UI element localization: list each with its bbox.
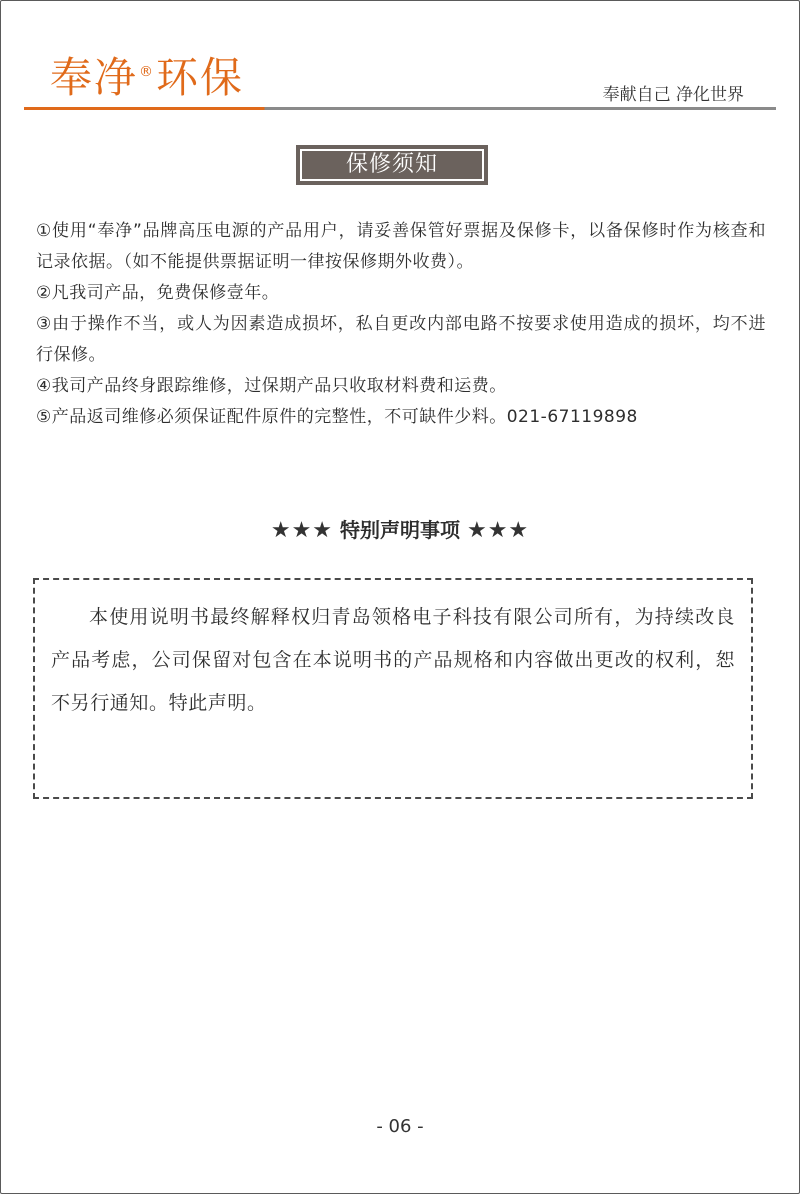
warranty-item-3: ③由于操作不当，或人为因素造成损坏，私自更改内部电路不按要求使用造成的损坏，均不进行保修。 xyxy=(36,314,766,365)
page-number: - 06 - xyxy=(376,1116,424,1137)
statement-text: 本使用说明书最终解释权归青岛领格电子科技有限公司所有，为持续改良产品考虑，公司保留对包含在本说明书的产品规格和内容做出更改的权利，恕不另行通知。特此声明。 xyxy=(51,606,735,714)
stars-left-icon: ★★★ xyxy=(270,518,334,543)
brand-logo xyxy=(50,52,244,104)
warranty-item-4: ④我司产品终身跟踪维修，过保期产品只收取材料费和运费。 xyxy=(36,376,507,396)
warranty-list xyxy=(36,216,766,433)
statement-heading xyxy=(0,514,800,543)
warranty-item-1: ①使用“奉净”品牌高压电源的产品用户，请妥善保管好票据及保修卡，以备保修时作为核查和记录依据。（如不能提供票据证明一律按保修期外收费）。 xyxy=(36,221,766,272)
warranty-title: 保修须知 xyxy=(297,146,487,184)
statement-heading-text: 特别声明事项 xyxy=(340,518,460,542)
stars-right-icon: ★★★ xyxy=(466,518,530,543)
brand-name-part1: 奉净 xyxy=(50,53,139,102)
slogan: 奉献自己 净化世界 xyxy=(602,85,744,105)
warranty-item-5: ⑤产品返司维修必须保证配件原件的完整性，不可缺件少料。021-67119898 xyxy=(36,407,638,427)
statement-box xyxy=(33,578,753,799)
warranty-item-2: ②凡我司产品，免费保修壹年。 xyxy=(36,283,280,303)
brand-name-part2: 环保 xyxy=(156,53,245,102)
registered-mark: ® xyxy=(139,64,156,80)
header-divider xyxy=(24,107,776,110)
